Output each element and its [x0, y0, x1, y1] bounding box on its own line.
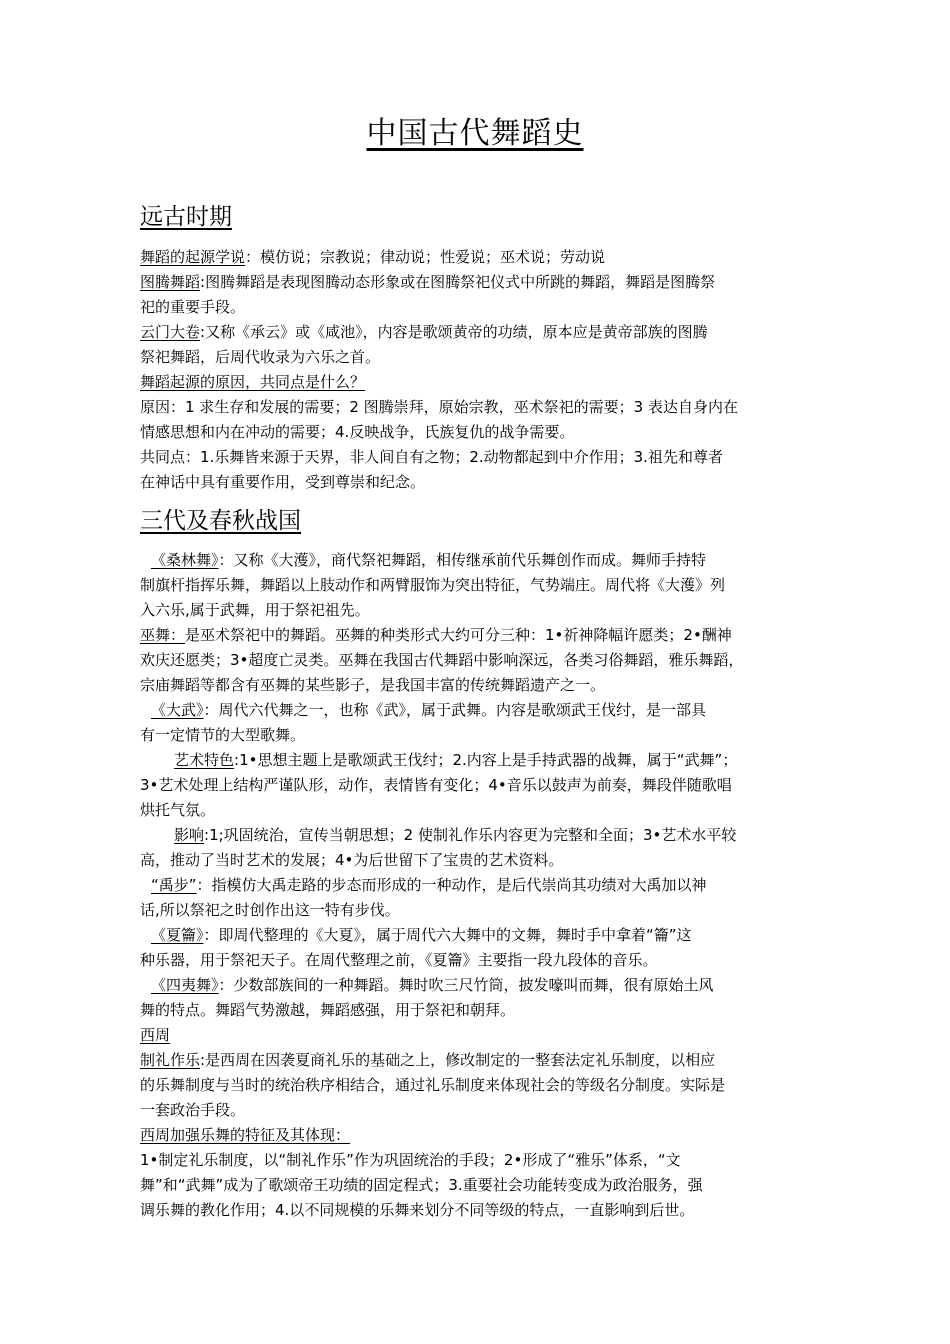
yunmen-line: :又称《承云》或《咸池》，内容是歌颂黄帝的功绩，原本应是黄帝部族的图腾 [200, 323, 708, 341]
xizhou-question: 西周加强乐舞的特征及其体现： [140, 1126, 351, 1144]
dawu-line: ：周代六代舞之一，也称《武》，属于武舞。内容是歌颂武王伐纣，是一部具 [203, 701, 707, 719]
section-three-dynasties-body [140, 548, 820, 1223]
xizhou-answer-paragraph [140, 1148, 820, 1223]
origin-text: ：模仿说；宗教说；律动说；性爱说；巫术说；劳动说 [245, 248, 606, 266]
dawu-line: 有一定情节的大型歌舞。 [140, 726, 306, 744]
xiayue-line: 种乐器，用于祭祀天子。在周代整理之前，《夏籥》主要指一段九段体的音乐。 [140, 951, 658, 969]
zhili-line: 一套政治手段。 [140, 1101, 246, 1119]
sanglin-paragraph [140, 548, 820, 623]
reason-line: 原因：1 求生存和发展的需要；2 图腾崇拜，原始宗教，巫术祭祀的需要；3 表达自身内在 [140, 398, 738, 416]
yunmen-term: 云门大卷 [140, 323, 201, 341]
xiayue-term: 《夏籥》 [151, 926, 204, 944]
influence-term: 影响 [174, 826, 205, 844]
sanglin-line: 入六乐,属于武舞，用于祭祀祖先。 [140, 601, 370, 619]
yunmen-line: 祭祀舞蹈，后周代收录为六乐之首。 [140, 348, 381, 366]
xizhou-answer-line: 舞”和“武舞”成为了歌颂帝王功绩的固定程式；3.重要社会功能转变成为政治服务，强 [140, 1176, 703, 1194]
dawu-term: 《大武》 [151, 701, 204, 719]
wu-line: 是巫术祭祀中的舞蹈。巫舞的种类形式大约可分三种：1•祈神降幅许愿类；2•酬神 [185, 626, 732, 644]
origin-question: 舞蹈起源的原因，共同点是什么？ [140, 373, 366, 391]
art-term: 艺术特色 [174, 751, 235, 769]
sanglin-term: 《桑林舞》 [151, 551, 219, 569]
totem-line: 祀的重要手段。 [140, 298, 246, 316]
sanglin-line: 制旗杆指挥乐舞，舞蹈以上肢动作和两臂服饰为突出特征，气势端庄。周代将《大濩》列 [140, 576, 726, 594]
xizhou-subheading: 西周 [140, 1026, 171, 1044]
yubu-line: ：指模仿大禹走路的步态而形成的一种动作，是后代崇尚其功绩对大禹加以神 [196, 876, 707, 894]
yubu-line: 话,所以祭祀之时创作出这一特有步伐。 [140, 901, 400, 919]
zhili-paragraph [140, 1048, 820, 1123]
origin-paragraph [140, 245, 820, 270]
origin-term: 舞蹈的起源学说 [140, 248, 246, 266]
siyi-paragraph [140, 973, 820, 1023]
zhili-term: 制礼作乐 [140, 1051, 201, 1069]
siyi-term: 《四夷舞》 [151, 976, 219, 994]
xiayue-paragraph [140, 923, 820, 973]
totem-paragraph [140, 270, 820, 320]
siyi-line: ：少数部族间的一种舞蹈。舞时吹三尺竹筒，披发嚎叫而舞，很有原始土风 [218, 976, 714, 994]
dawu-paragraph [140, 698, 820, 748]
wu-line: 欢庆还愿类；3•超度亡灵类。巫舞在我国古代舞蹈中影响深远，各类习俗舞蹈，雅乐舞蹈， [140, 651, 744, 669]
page-title: 中国古代舞蹈史 [366, 116, 584, 151]
section-heading-three-dynasties: 三代及春秋战国 [140, 508, 301, 534]
art-paragraph [140, 748, 820, 823]
zhili-line: :是西周在因袭夏商礼乐的基础之上，修改制定的一整套法定礼乐制度，以相应 [200, 1051, 716, 1069]
section-heading-ancient: 远古时期 [140, 204, 232, 230]
common-line: 在神话中具有重要作用，受到尊崇和纪念。 [140, 473, 426, 491]
zhili-line: 的乐舞制度与当时的统治秩序相结合，通过礼乐制度来体现社会的等级名分制度。实际是 [140, 1076, 726, 1094]
totem-line: :图腾舞蹈是表现图腾动态形象或在图腾祭祀仪式中所跳的舞蹈，舞蹈是图腾祭 [200, 273, 716, 291]
common-paragraph [140, 445, 820, 495]
wu-line: 宗庙舞蹈等都含有巫舞的某些影子，是我国丰富的传统舞蹈遗产之一。 [140, 676, 606, 694]
wu-term: 巫舞： [140, 626, 186, 644]
yubu-paragraph [140, 873, 820, 923]
influence-line: 高，推动了当时艺术的发展；4•为后世留下了宝贵的艺术资料。 [140, 851, 564, 869]
influence-line: :1;巩固统治，宣传当朝思想；2 使制礼作乐内容更为完整和全面；3•艺术水平较 [204, 826, 737, 844]
xizhou-answer-line: 调乐舞的教化作用；4.以不同规模的乐舞来划分不同等级的特点，一直影响到后世。 [140, 1201, 695, 1219]
xizhou-answer-line: 1•制定礼乐制度，以“制礼作乐”作为巩固统治的手段；2•形成了“雅乐”体系，“文 [140, 1151, 681, 1169]
yubu-term: “禹步” [151, 876, 197, 894]
art-line: 3•艺术处理上结构严谨队形，动作，表情皆有变化；4•音乐以鼓声为前奏，舞段伴随歌唱 [140, 776, 732, 794]
totem-term: 图腾舞蹈 [140, 273, 201, 291]
sanglin-line: ：又称《大濩》，商代祭祀舞蹈，相传继承前代乐舞创作而成。舞师手持特 [218, 551, 707, 569]
xiayue-line: ：即周代整理的《大夏》，属于周代六大舞中的文舞，舞时手中拿着“籥”这 [203, 926, 692, 944]
reason-line: 情感思想和内在冲动的需要；4.反映战争，氏族复仇的战争需要。 [140, 423, 575, 441]
siyi-line: 舞的特点。舞蹈气势激越，舞蹈感强，用于祭祀和朝拜。 [140, 1001, 516, 1019]
art-line: :1•思想主题上是歌颂武王伐纣；2.内容上是手持武器的战舞，属于“武舞”； [234, 751, 738, 769]
common-line: 共同点：1.乐舞皆来源于天界，非人间自有之物；2.动物都起到中介作用；3.祖先和尊者 [140, 448, 723, 466]
section-ancient-body [140, 245, 820, 495]
art-line: 烘托气氛。 [140, 801, 216, 819]
influence-paragraph [140, 823, 820, 873]
wu-paragraph [140, 623, 820, 698]
reason-paragraph [140, 395, 820, 445]
yunmen-paragraph [140, 320, 820, 370]
